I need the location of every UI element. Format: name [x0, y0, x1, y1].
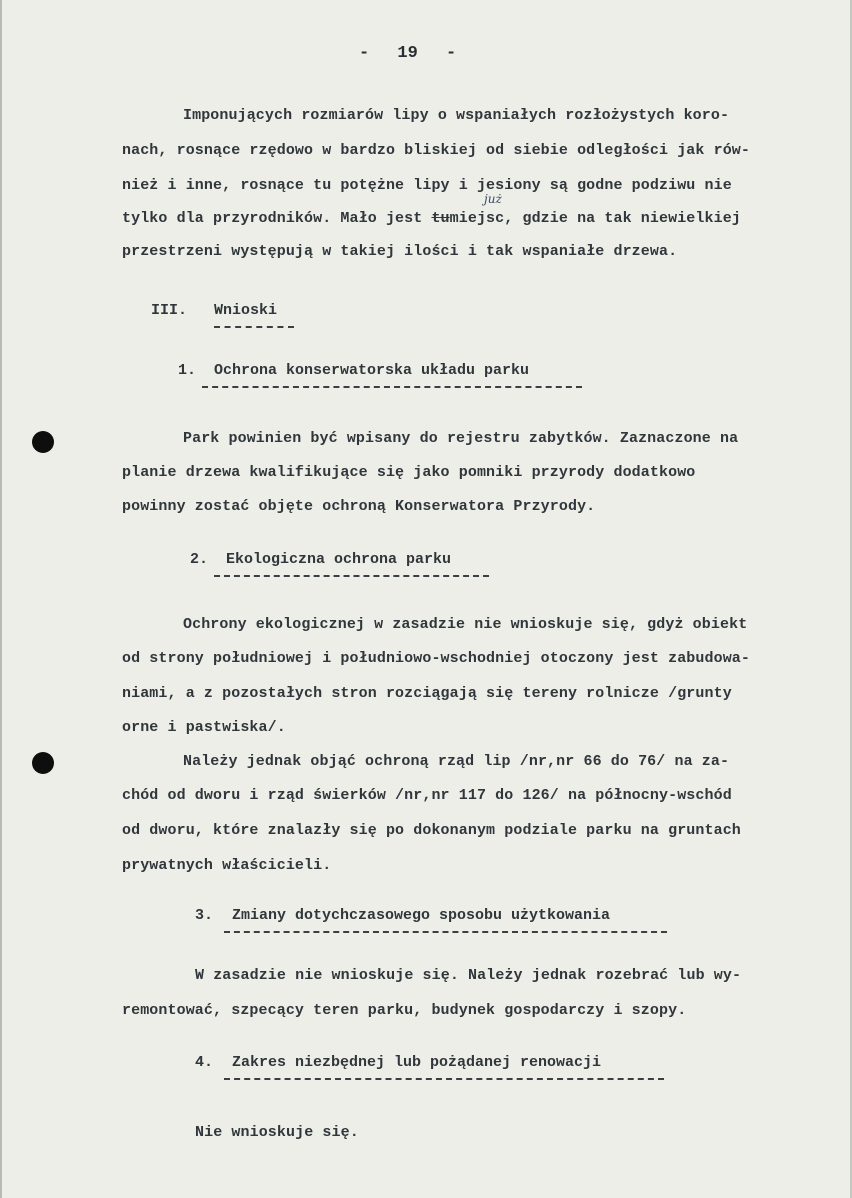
- para1-line-4-end: miejsc, gdzie na tak niewielkiej: [449, 210, 741, 227]
- sub2-line-6: chód od dworu i rząd świerków /nr,nr 117 do 126/ na północny-wschód: [122, 787, 732, 804]
- page-number: - 19 -: [359, 44, 457, 63]
- sub3-number: 3.: [195, 907, 214, 924]
- struck-word: tu: [431, 210, 450, 227]
- para1-line-3: nież i inne, rosnące tu potężne lipy i jesiony są godne podziwu nie: [122, 177, 732, 194]
- sub1-title-underline: [202, 386, 582, 388]
- sub2-title: Ekologiczna ochrona parku: [226, 551, 452, 568]
- sub3-line-1: W zasadzie nie wnioskuje się. Należy jednak rozebrać lub wy-: [195, 967, 742, 984]
- sub2-line-8: prywatnych właścicieli.: [122, 857, 332, 874]
- sub2-line-3: niami, a z pozostałych stron rozciągają się tereny rolnicze /grunty: [122, 685, 732, 702]
- section-numeral: III.: [151, 302, 188, 319]
- section-title: Wnioski: [214, 302, 278, 319]
- punch-hole-bottom: [32, 752, 54, 774]
- para1-line-2: nach, rosnące rzędowo w bardzo bliskiej od siebie odległości jak rów-: [122, 142, 751, 159]
- sub2-title-underline: [214, 575, 489, 577]
- sub2-line-7: od dworu, które znalazły się po dokonanym podziale parku na gruntach: [122, 822, 741, 839]
- sub4-title-underline: [224, 1078, 664, 1080]
- sub2-line-2: od strony południowej i południowo-wschodniej otoczony jest zabudowa-: [122, 650, 751, 667]
- sub2-line-4: orne i pastwiska/.: [122, 719, 286, 736]
- section-title-underline: [214, 326, 294, 328]
- punch-hole-top: [32, 431, 54, 453]
- sub2-line-5: Należy jednak objąć ochroną rząd lip /nr,nr 66 do 76/ na za-: [183, 753, 730, 770]
- sub4-number: 4.: [195, 1054, 214, 1071]
- sub1-line-3: powinny zostać objęte ochroną Konserwatora Przyrody.: [122, 498, 596, 515]
- sub3-title: Zmiany dotychczasowego sposobu użytkowania: [232, 907, 611, 924]
- sub2-number: 2.: [190, 551, 209, 568]
- para1-line-4-start: tylko dla przyrodników. Mało jest: [122, 210, 432, 227]
- para1-line-4: [122, 210, 741, 227]
- sub3-title-underline: [224, 931, 667, 933]
- sub2-line-1: Ochrony ekologicznej w zasadzie nie wnioskuje się, gdyż obiekt: [183, 616, 748, 633]
- sub4-title: Zakres niezbędnej lub pożądanej renowacji: [232, 1054, 602, 1071]
- sub1-line-2: planie drzewa kwalifikujące się jako pomniki przyrody dodatkowo: [122, 464, 696, 481]
- sub1-line-1: Park powinien być wpisany do rejestru zabytków. Zaznaczone na: [183, 430, 739, 447]
- sub1-number: 1.: [178, 362, 197, 379]
- para1-line-1: Imponujących rozmiarów lipy o wspaniałych rozłożystych koro-: [183, 107, 730, 124]
- handwritten-insertion: już: [484, 192, 502, 206]
- sub3-line-2: remontować, szpecący teren parku, budynek gospodarczy i szopy.: [122, 1002, 687, 1019]
- sub1-title: Ochrona konserwatorska układu parku: [214, 362, 530, 379]
- sub4-line-1: Nie wnioskuje się.: [195, 1124, 359, 1141]
- para1-line-5: przestrzeni występują w takiej ilości i tak wspaniałe drzewa.: [122, 243, 678, 260]
